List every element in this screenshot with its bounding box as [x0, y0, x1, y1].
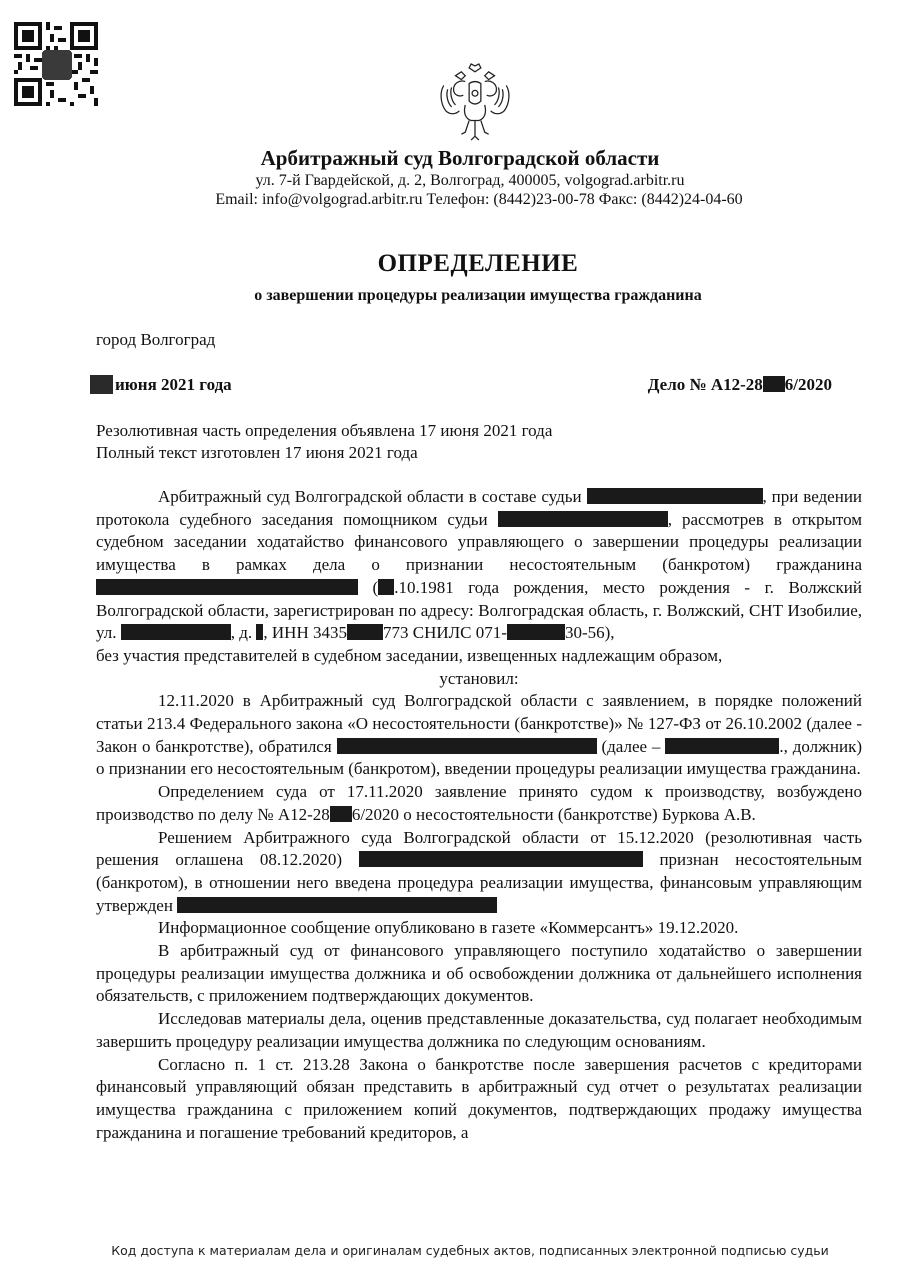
date-tail: июня 2021 года — [115, 375, 232, 394]
p1-text-h: , д. — [230, 623, 253, 643]
document-date — [90, 375, 232, 395]
court-address: ул. 7-й Гвардейской, д. 2, Волгоград, 400005, volgograd.arbitr.ru — [255, 172, 685, 189]
redaction — [121, 624, 231, 640]
court-contacts: Email: info@volgograd.arbitr.ru Телефон: (8442)23-00-78 Факс: (8442)24-04-60 — [215, 191, 743, 208]
redaction — [507, 624, 565, 640]
p1-text-j: 773 СНИЛС 071- — [383, 623, 507, 643]
resolution-line: Резолютивная часть определения объявлена 17 июня 2021 года — [96, 421, 553, 440]
paragraph-1 — [96, 486, 862, 645]
document-title: ОПРЕДЕЛЕНИЕ — [377, 250, 579, 277]
document-body — [96, 486, 862, 1144]
p4-text-a: 12.11.2020 в Арбитражный суд Волгоградской области с заявлением, в порядке положений статьи 213.4 Федерального закона «О несостоятельности (банкротстве)» № 127-ФЗ от 26.10.2002 (далее - Закон о банкротстве), обратился — [96, 691, 862, 756]
p1-text-b: , — [762, 487, 767, 506]
p1-text-i: , ИНН 3435 — [263, 623, 347, 643]
p4-text-c: ., должник) о признании его несостоятельным (банкротом), введении процедуры реализации имущества гражданина. — [96, 736, 862, 779]
coat-of-arms-emblem-icon — [436, 62, 514, 144]
p4-text-b: (далее – — [601, 736, 661, 756]
redaction — [347, 624, 383, 640]
p1-text-f: ( — [372, 577, 379, 597]
redaction — [378, 579, 394, 595]
p1-text-c: при ведении протокола судебного заседания помощником судьи — [96, 487, 863, 529]
paragraph-8: В арбитражный суд от финансового управляющего поступило ходатайство о завершении процедуры реализации имущества должника и об освобождении должника от дальнейшего исполнения обязательств, с приложением подтверждающих документов. — [96, 941, 862, 1006]
redaction — [177, 897, 497, 913]
date-day: 17 — [90, 375, 113, 394]
footer-access-code: Код доступа к материалам дела и оригиналам судебных актов, подписанных электронной подписью судьи — [111, 1243, 829, 1258]
document-subtitle: о завершении процедуры реализации имущества гражданина — [254, 287, 702, 304]
p6-text-a: Решением Арбитражного суда Волгоградской области от 15.12.2020 (резолютивная часть решения оглашена 08.12.2020) — [96, 827, 862, 870]
case-suffix: 6/2020 — [784, 375, 832, 394]
paragraph-9: Исследовав материалы дела, оценив представленные доказательства, суд полагает необходимым завершить процедуру реализации имущества должника по следующим основаниям. — [96, 1009, 862, 1051]
p5-text-b: 6/2020 о несостоятельности (банкротстве) Буркова А.В. — [351, 804, 756, 824]
qr-code-icon — [14, 22, 98, 106]
p5-text-a: Определением суда от 17.11.2020 заявление принято судом к производству, возбуждено производство по делу № А12-28 — [96, 782, 862, 824]
p1-text-a: Арбитражный суд Волгоградской области в составе судьи — [158, 487, 582, 506]
case-number — [648, 375, 832, 395]
paragraph-10: Согласно п. 1 ст. 213.28 Закона о банкротстве после завершения расчетов с кредиторами финансовый управляющий обязан представить в арбитражный суд отчет о результатах реализации имущества гражданина с приложением копий документов, подтверждающих продажу имущества гражданина и погашение требований кредиторов, а — [96, 1054, 862, 1142]
paragraph-2: без участия представителей в судебном заседании, извещенных надлежащим образом, — [96, 645, 723, 665]
paragraph-6 — [96, 827, 862, 918]
case-prefix: Дело № А12-28 — [647, 375, 763, 394]
redaction — [337, 738, 597, 754]
paragraph-established: установил: — [439, 668, 519, 688]
paragraph-7: Информационное сообщение опубликовано в газете «Коммерсантъ» 19.12.2020. — [158, 918, 739, 938]
redaction — [665, 738, 779, 754]
redaction — [96, 579, 358, 595]
p1-text-d: , — [667, 509, 672, 529]
paragraph-5 — [96, 781, 862, 826]
redaction — [587, 488, 763, 504]
p1-text-e: рассмотрев в открытом судебном заседании ходатайство финансового управляющего о завершении процедуры реализации имущества в рамках дела о признании несостоятельным (банкротом) гражданина — [96, 509, 863, 575]
redaction — [763, 376, 785, 392]
p1-text-k: 30-56), — [564, 623, 615, 643]
city-line: город Волгоград — [96, 330, 216, 349]
fulltext-line: Полный текст изготовлен 17 июня 2021 года — [96, 443, 418, 462]
p1-text-g: .10.1981 года рождения, место рождения - г. Волжский Волгоградской области, зарегистрирован по адресу: Волгоградская область, г. Волжский, СНТ Изобилие, ул. — [96, 577, 862, 643]
court-name: Арбитражный суд Волгоградской области — [260, 146, 660, 170]
paragraph-4 — [96, 690, 862, 781]
p6-text-b: признан несостоятельным (банкротом), в отношении него введена процедура реализации имущества, финансовым управляющим утвержден — [96, 850, 863, 915]
announcement-lines — [96, 420, 552, 464]
redaction — [498, 511, 668, 527]
redaction — [359, 851, 643, 867]
redaction — [330, 806, 352, 822]
